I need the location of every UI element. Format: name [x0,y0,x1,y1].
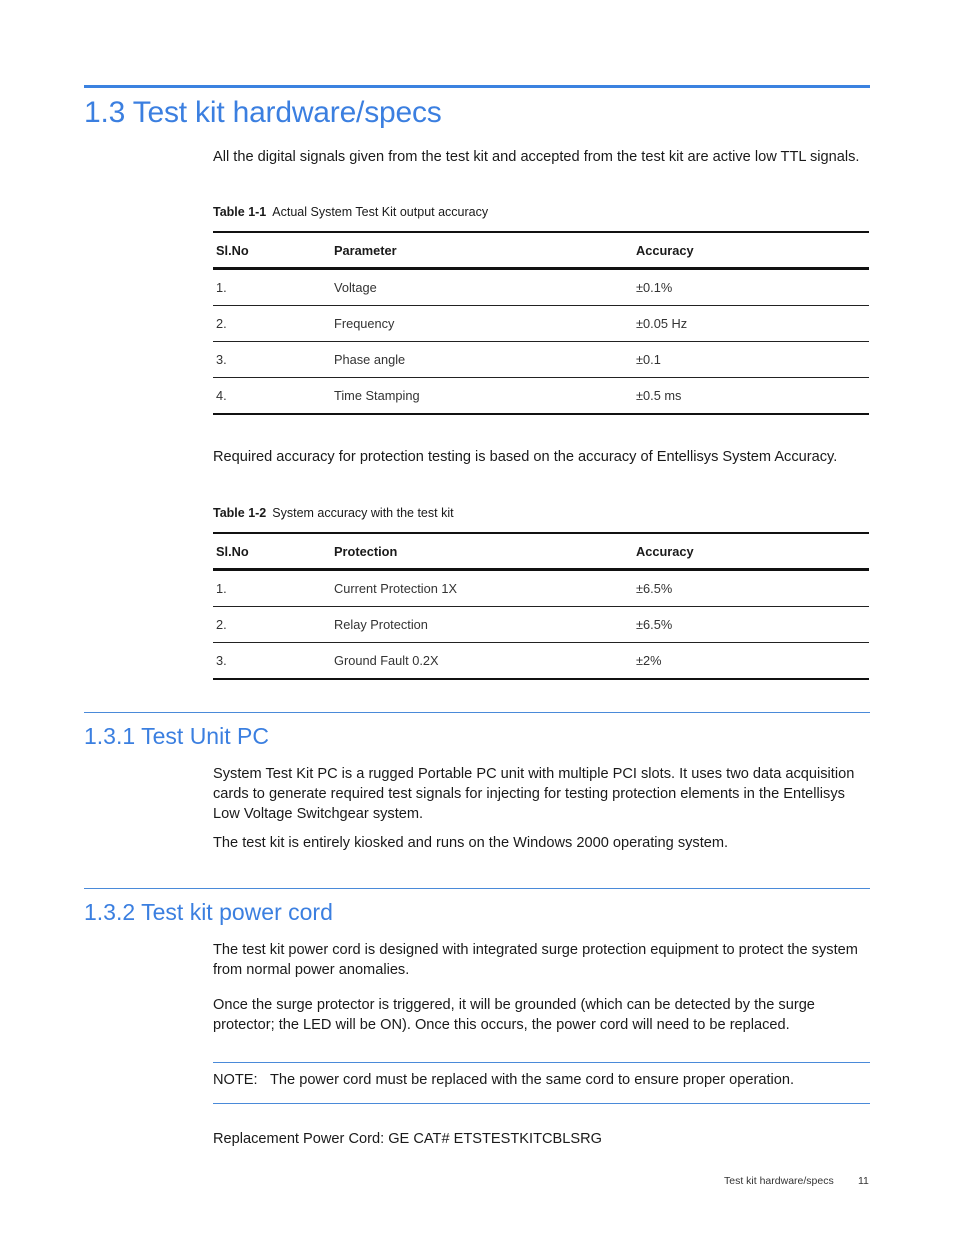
column-header: Accuracy [633,533,869,570]
note-label: NOTE: [213,1072,258,1088]
column-header: Protection [331,533,633,570]
column-header: Sl.No [213,533,331,570]
table-row [213,342,869,378]
table2-caption-text: System accuracy with the test kit [272,506,454,520]
table-cell: 4. [213,378,331,415]
page-title: 1.3 Test kit hardware/specs [84,96,442,129]
table-cell: ±0.1% [633,269,869,306]
table-cell: Voltage [331,269,633,306]
section-divider [84,712,870,713]
section-divider [84,888,870,889]
table-cell: Time Stamping [331,378,633,415]
table-row [213,570,869,607]
note-bottom-rule [213,1103,870,1104]
table-cell: 2. [213,306,331,342]
output-accuracy-table [213,231,869,415]
operating-system-paragraph: The test kit is entirely kiosked and runs on the Windows 2000 operating system. [213,835,729,851]
table-cell: ±6.5% [633,607,869,643]
table1-caption-label: Table 1-1 [213,205,267,219]
table-cell: ±2% [633,643,869,680]
replacement-cord-text: Replacement Power Cord: GE CAT# ETSTESTKITCBLSRG [213,1131,603,1147]
intro-paragraph: All the digital signals given from the test kit and accepted from the test kit are active low TTL signals. [213,149,860,165]
table-cell: 1. [213,570,331,607]
footer-section-title: Test kit hardware/specs [724,1175,834,1187]
table-cell: 3. [213,643,331,680]
table-cell: ±0.05 Hz [633,306,869,342]
table-cell: Frequency [331,306,633,342]
table-cell: 3. [213,342,331,378]
section-heading-power-cord: 1.3.2 Test kit power cord [84,899,333,925]
table-header-row [213,232,869,269]
power-cord-paragraph: The test kit power cord is designed with integrated surge protection equipment to protect the system from normal power anomalies. [213,942,858,978]
table-cell: Current Protection 1X [331,570,633,607]
section-heading-test-unit-pc: 1.3.1 Test Unit PC [84,723,269,749]
surge-protector-paragraph: Once the surge protector is triggered, it will be grounded (which can be detected by the surge protector; the LED will be ON). Once this occurs, the power cord will need to be replaced. [213,997,815,1033]
table-cell: 2. [213,607,331,643]
note-text: The power cord must be replaced with the same cord to ensure proper operation. [270,1072,795,1088]
table-row [213,269,869,306]
table-row [213,306,869,342]
table-cell: ±6.5% [633,570,869,607]
table-cell: Relay Protection [331,607,633,643]
note [213,1072,794,1088]
table2-caption [213,506,454,520]
accuracy-paragraph: Required accuracy for protection testing is based on the accuracy of Entellisys System Accuracy. [213,449,838,465]
table-row [213,378,869,415]
system-accuracy-table [213,532,869,680]
test-unit-pc-paragraph: System Test Kit PC is a rugged Portable PC unit with multiple PCI slots. It uses two data acquisition cards to generate required test signals for injecting for testing protection elements in the Entellisys Low Voltage Switchgear system. [213,766,855,822]
footer-page-number: 11 [858,1175,869,1187]
table-cell: Ground Fault 0.2X [331,643,633,680]
table-cell: ±0.5 ms [633,378,869,415]
table-header-row [213,533,869,570]
column-header: Accuracy [633,232,869,269]
table-cell: ±0.1 [633,342,869,378]
table-cell: Phase angle [331,342,633,378]
table1-caption [213,205,488,219]
column-header: Sl.No [213,232,331,269]
table-cell: 1. [213,269,331,306]
table2-caption-label: Table 1-2 [213,506,267,520]
heading-rule [84,85,870,88]
table-row [213,643,869,680]
column-header: Parameter [331,232,633,269]
table1-caption-text: Actual System Test Kit output accuracy [272,205,489,219]
table-row [213,607,869,643]
note-top-rule [213,1062,870,1063]
